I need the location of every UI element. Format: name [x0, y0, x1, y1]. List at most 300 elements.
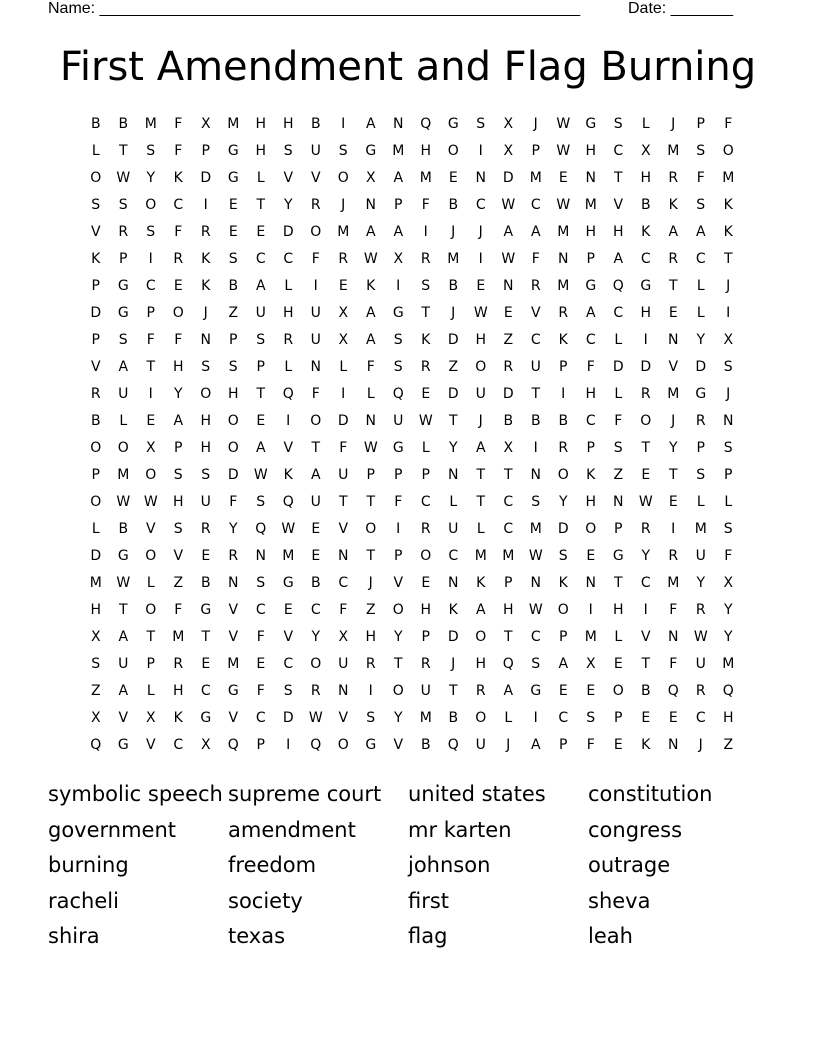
grid-letter: A	[393, 170, 404, 186]
grid-letter: I	[396, 278, 401, 294]
grid-letter: R	[475, 683, 486, 699]
grid-letter: M	[172, 629, 185, 645]
grid-letter: N	[503, 278, 514, 294]
grid-letter: S	[723, 440, 733, 456]
grid-letter: P	[229, 332, 238, 348]
grid-letter: O	[227, 413, 239, 429]
grid-letter: K	[283, 467, 293, 483]
grid-letter: Y	[393, 710, 403, 726]
grid-letter: M	[419, 710, 432, 726]
grid-letter: S	[696, 143, 706, 159]
grid-letter: T	[366, 494, 376, 510]
grid-letter: V	[338, 710, 349, 726]
grid-letter: M	[584, 197, 597, 213]
grid-letter: T	[668, 467, 678, 483]
grid-letter: R	[90, 386, 101, 402]
grid-letter: L	[284, 359, 293, 375]
grid-letter: V	[310, 170, 321, 186]
grid-letter: S	[613, 116, 623, 132]
grid-letter: X	[365, 170, 376, 186]
word-list-item: congress	[588, 817, 683, 842]
grid-letter: L	[146, 575, 155, 591]
grid-letter: A	[173, 413, 184, 429]
grid-letter: G	[365, 143, 377, 159]
grid-letter: R	[640, 386, 651, 402]
grid-letter: F	[669, 602, 678, 618]
grid-letter: Z	[723, 737, 734, 753]
grid-letter: V	[338, 521, 349, 537]
grid-letter: M	[557, 224, 570, 240]
grid-letter: R	[173, 251, 184, 267]
grid-letter: S	[256, 494, 266, 510]
grid-letter: M	[667, 386, 680, 402]
grid-letter: T	[311, 440, 321, 456]
grid-letter: Q	[255, 521, 267, 537]
grid-letter: B	[200, 575, 211, 591]
grid-row	[82, 597, 742, 624]
grid-letter: A	[475, 440, 486, 456]
grid-letter: C	[173, 737, 184, 753]
grid-letter: S	[118, 332, 128, 348]
grid-letter: J	[671, 413, 676, 429]
grid-letter: P	[696, 440, 705, 456]
word-list-item: racheli	[48, 888, 119, 913]
grid-letter: M	[722, 170, 735, 186]
grid-letter: P	[696, 116, 705, 132]
grid-letter: C	[448, 548, 459, 564]
word-list-item: johnson	[408, 853, 491, 877]
grid-letter: S	[393, 359, 403, 375]
grid-letter: C	[283, 656, 294, 672]
grid-letter: O	[475, 359, 487, 375]
grid-row	[82, 165, 742, 192]
grid-letter: P	[256, 737, 265, 753]
grid-letter: F	[174, 602, 183, 618]
grid-letter: D	[200, 170, 212, 186]
grid-letter: R	[668, 251, 679, 267]
grid-letter: D	[640, 359, 652, 375]
grid-letter: N	[448, 467, 459, 483]
grid-letter: K	[448, 602, 458, 618]
grid-letter: H	[227, 386, 239, 402]
grid-letter: T	[118, 143, 128, 159]
grid-letter: W	[281, 521, 296, 537]
grid-letter: E	[256, 413, 266, 429]
grid-letter: U	[310, 305, 321, 321]
grid-letter: T	[256, 197, 266, 213]
grid-letter: C	[640, 575, 651, 591]
grid-letter: M	[337, 224, 350, 240]
grid-letter: F	[669, 656, 678, 672]
grid-letter: Q	[722, 683, 734, 699]
grid-letter: Y	[448, 440, 458, 456]
grid-letter: B	[448, 197, 459, 213]
grid-letter: B	[420, 737, 431, 753]
grid-letter: H	[420, 143, 432, 159]
grid-letter: G	[117, 305, 129, 321]
word-list-item: amendment	[228, 817, 356, 842]
grid-row	[82, 327, 742, 354]
grid-letter: D	[447, 332, 459, 348]
grid-letter: X	[338, 332, 349, 348]
grid-letter: C	[420, 494, 431, 510]
grid-letter: B	[640, 683, 651, 699]
grid-letter: H	[475, 332, 487, 348]
grid-letter: T	[146, 629, 156, 645]
grid-letter: G	[282, 575, 294, 591]
grid-letter: E	[476, 278, 486, 294]
grid-letter: C	[585, 332, 596, 348]
grid-letter: A	[118, 359, 129, 375]
grid-letter: R	[420, 251, 431, 267]
grid-row	[82, 624, 742, 651]
word-list-item: government	[48, 817, 177, 842]
grid-letter: H	[365, 629, 377, 645]
grid-letter: R	[338, 251, 349, 267]
grid-letter: L	[256, 170, 265, 186]
grid-letter: C	[283, 251, 294, 267]
grid-letter: Q	[667, 683, 679, 699]
grid-letter: A	[503, 224, 514, 240]
grid-letter: S	[256, 332, 266, 348]
grid-letter: E	[503, 305, 513, 321]
grid-letter: V	[118, 710, 129, 726]
grid-letter: U	[448, 521, 459, 537]
grid-letter: G	[117, 737, 129, 753]
grid-letter: H	[172, 683, 184, 699]
grid-letter: L	[696, 494, 705, 510]
grid-letter: I	[341, 116, 346, 132]
grid-letter: K	[641, 737, 651, 753]
word-list	[48, 778, 788, 956]
grid-letter: O	[90, 170, 102, 186]
grid-letter: E	[613, 737, 623, 753]
grid-letter: N	[228, 575, 239, 591]
grid-letter: X	[393, 251, 404, 267]
grid-letter: E	[201, 656, 211, 672]
grid-letter: J	[368, 575, 373, 591]
grid-letter: M	[529, 521, 542, 537]
grid-letter: A	[310, 467, 321, 483]
grid-row	[82, 705, 742, 732]
grid-letter: G	[117, 278, 129, 294]
grid-letter: P	[586, 440, 595, 456]
grid-letter: Z	[448, 359, 459, 375]
grid-letter: W	[308, 710, 323, 726]
grid-letter: A	[530, 737, 541, 753]
grid-letter: S	[366, 710, 376, 726]
grid-letter: H	[200, 413, 212, 429]
grid-letter: C	[640, 251, 651, 267]
grid-letter: O	[612, 683, 624, 699]
grid-letter: L	[614, 629, 623, 645]
grid-letter: Q	[447, 737, 459, 753]
grid-letter: O	[420, 548, 432, 564]
grid-letter: Z	[228, 305, 239, 321]
grid-letter: O	[90, 494, 102, 510]
grid-letter: H	[475, 656, 487, 672]
grid-letter: F	[256, 683, 265, 699]
grid-letter: W	[556, 143, 571, 159]
grid-letter: S	[146, 143, 156, 159]
grid-letter: P	[394, 197, 403, 213]
grid-letter: U	[310, 494, 321, 510]
grid-letter: C	[338, 575, 349, 591]
grid-letter: N	[723, 413, 734, 429]
grid-letter: N	[558, 251, 569, 267]
grid-letter: X	[200, 737, 211, 753]
word-list-item: first	[408, 888, 450, 913]
grid-row	[82, 462, 742, 489]
grid-letter: S	[393, 332, 403, 348]
grid-letter: D	[282, 224, 294, 240]
grid-letter: O	[475, 710, 487, 726]
grid-row	[82, 138, 742, 165]
grid-letter: G	[612, 548, 624, 564]
grid-letter: L	[284, 278, 293, 294]
grid-letter: E	[338, 278, 348, 294]
grid-letter: X	[145, 710, 156, 726]
grid-letter: V	[228, 602, 239, 618]
grid-letter: N	[393, 116, 404, 132]
grid-letter: O	[392, 683, 404, 699]
grid-letter: O	[337, 170, 349, 186]
grid-letter: T	[393, 656, 403, 672]
grid-letter: F	[174, 332, 183, 348]
grid-letter: D	[557, 521, 569, 537]
grid-letter: X	[338, 305, 349, 321]
grid-row	[82, 246, 742, 273]
grid-letter: I	[148, 251, 153, 267]
grid-letter: L	[614, 386, 623, 402]
grid-letter: T	[503, 629, 513, 645]
grid-letter: G	[695, 386, 707, 402]
grid-letter: N	[585, 170, 596, 186]
grid-letter: E	[201, 548, 211, 564]
grid-letter: F	[696, 170, 705, 186]
grid-letter: F	[394, 494, 403, 510]
grid-letter: W	[116, 575, 131, 591]
grid-letter: R	[558, 305, 569, 321]
grid-letter: E	[613, 656, 623, 672]
grid-letter: E	[173, 278, 183, 294]
grid-letter: M	[474, 548, 487, 564]
grid-letter: A	[365, 332, 376, 348]
grid-letter: L	[119, 413, 128, 429]
grid-letter: M	[667, 575, 680, 591]
grid-letter: W	[143, 494, 158, 510]
grid-letter: T	[723, 251, 733, 267]
grid-row	[82, 111, 742, 138]
grid-letter: R	[310, 683, 321, 699]
grid-letter: V	[393, 575, 404, 591]
grid-letter: M	[144, 116, 157, 132]
grid-letter: L	[641, 116, 650, 132]
grid-letter: G	[227, 170, 239, 186]
grid-letter: O	[557, 602, 569, 618]
grid-letter: F	[366, 359, 375, 375]
grid-letter: P	[366, 467, 375, 483]
grid-letter: X	[90, 629, 101, 645]
grid-row	[82, 354, 742, 381]
grid-letter: U	[118, 656, 129, 672]
grid-letter: F	[586, 737, 595, 753]
grid-letter: P	[559, 359, 568, 375]
grid-letter: J	[203, 305, 208, 321]
word-list-item: sheva	[588, 888, 651, 913]
grid-letter: K	[558, 332, 568, 348]
grid-letter: A	[585, 305, 596, 321]
grid-letter: E	[228, 197, 238, 213]
grid-letter: V	[173, 548, 184, 564]
grid-letter: O	[310, 656, 322, 672]
grid-letter: J	[478, 224, 483, 240]
grid-letter: B	[503, 413, 514, 429]
grid-letter: C	[530, 197, 541, 213]
grid-letter: H	[172, 359, 184, 375]
grid-row	[82, 219, 742, 246]
grid-letter: H	[640, 305, 652, 321]
grid-letter: H	[585, 386, 597, 402]
grid-letter: W	[528, 602, 543, 618]
grid-letter: O	[227, 440, 239, 456]
grid-letter: R	[310, 197, 321, 213]
grid-letter: C	[613, 305, 624, 321]
grid-letter: H	[502, 602, 514, 618]
grid-letter: S	[531, 494, 541, 510]
grid-letter: H	[255, 116, 267, 132]
grid-letter: J	[726, 386, 731, 402]
grid-letter: G	[227, 143, 239, 159]
grid-letter: S	[696, 197, 706, 213]
grid-letter: X	[503, 143, 514, 159]
grid-letter: T	[256, 386, 266, 402]
grid-letter: A	[668, 224, 679, 240]
word-list-item: shira	[48, 924, 100, 948]
grid-letter: U	[118, 386, 129, 402]
grid-letter: G	[227, 683, 239, 699]
grid-letter: O	[475, 629, 487, 645]
grid-letter: X	[90, 710, 101, 726]
grid-letter: I	[671, 521, 676, 537]
grid-letter: Z	[90, 683, 101, 699]
grid-letter: M	[227, 116, 240, 132]
grid-letter: I	[423, 224, 428, 240]
grid-letter: G	[392, 440, 404, 456]
grid-letter: F	[724, 116, 733, 132]
grid-letter: N	[475, 170, 486, 186]
grid-letter: X	[338, 629, 349, 645]
grid-letter: X	[723, 575, 734, 591]
grid-letter: D	[695, 359, 707, 375]
grid-letter: F	[311, 386, 320, 402]
grid-letter: K	[201, 278, 211, 294]
grid-letter: U	[475, 386, 486, 402]
grid-letter: F	[339, 602, 348, 618]
grid-letter: J	[533, 116, 538, 132]
grid-letter: E	[586, 683, 596, 699]
grid-letter: R	[200, 224, 211, 240]
grid-letter: N	[200, 332, 211, 348]
grid-letter: I	[643, 332, 648, 348]
grid-letter: V	[283, 170, 294, 186]
grid-letter: S	[586, 710, 596, 726]
grid-letter: N	[365, 413, 376, 429]
grid-letter: Q	[392, 386, 404, 402]
grid-letter: N	[530, 467, 541, 483]
grid-letter: G	[530, 683, 542, 699]
grid-letter: L	[91, 521, 100, 537]
grid-letter: B	[310, 116, 321, 132]
grid-letter: M	[89, 575, 102, 591]
grid-letter: S	[723, 359, 733, 375]
grid-letter: S	[338, 143, 348, 159]
grid-letter: G	[585, 116, 597, 132]
grid-letter: C	[145, 278, 156, 294]
grid-letter: B	[558, 413, 569, 429]
grid-letter: N	[255, 548, 266, 564]
grid-letter: E	[558, 683, 568, 699]
grid-letter: G	[640, 278, 652, 294]
grid-letter: A	[393, 224, 404, 240]
grid-letter: P	[146, 305, 155, 321]
grid-letter: F	[174, 116, 183, 132]
grid-letter: C	[530, 629, 541, 645]
grid-letter: F	[174, 143, 183, 159]
grid-letter: T	[503, 467, 513, 483]
grid-letter: U	[475, 737, 486, 753]
header	[48, 0, 748, 20]
grid-letter: E	[668, 305, 678, 321]
grid-letter: D	[612, 359, 624, 375]
grid-letter: O	[557, 467, 569, 483]
grid-letter: V	[228, 710, 239, 726]
grid-letter: I	[533, 440, 538, 456]
grid-letter: Z	[365, 602, 376, 618]
grid-letter: S	[228, 359, 238, 375]
grid-letter: N	[585, 575, 596, 591]
grid-letter: F	[256, 629, 265, 645]
page-title: First Amendment and Flag Burning	[59, 44, 757, 90]
grid-letter: R	[200, 521, 211, 537]
grid-letter: H	[612, 224, 624, 240]
grid-letter: V	[90, 359, 101, 375]
grid-letter: K	[668, 197, 678, 213]
grid-letter: R	[228, 548, 239, 564]
grid-letter: B	[640, 197, 651, 213]
grid-letter: I	[286, 737, 291, 753]
grid-letter: X	[640, 143, 651, 159]
grid-letter: L	[366, 386, 375, 402]
grid-letter: U	[530, 359, 541, 375]
grid-letter: Q	[282, 386, 294, 402]
grid-letter: V	[90, 224, 101, 240]
grid-letter: M	[282, 548, 295, 564]
grid-letter: S	[173, 521, 183, 537]
grid-letter: J	[726, 278, 731, 294]
grid-letter: M	[447, 251, 460, 267]
word-list-item: texas	[228, 924, 286, 948]
grid-letter: K	[421, 332, 431, 348]
grid-letter: K	[723, 224, 733, 240]
grid-letter: R	[503, 359, 514, 375]
grid-letter: V	[530, 305, 541, 321]
grid-letter: Q	[502, 656, 514, 672]
grid-letter: R	[118, 224, 129, 240]
grid-letter: B	[90, 116, 101, 132]
grid-letter: P	[146, 656, 155, 672]
grid-letter: L	[449, 494, 458, 510]
